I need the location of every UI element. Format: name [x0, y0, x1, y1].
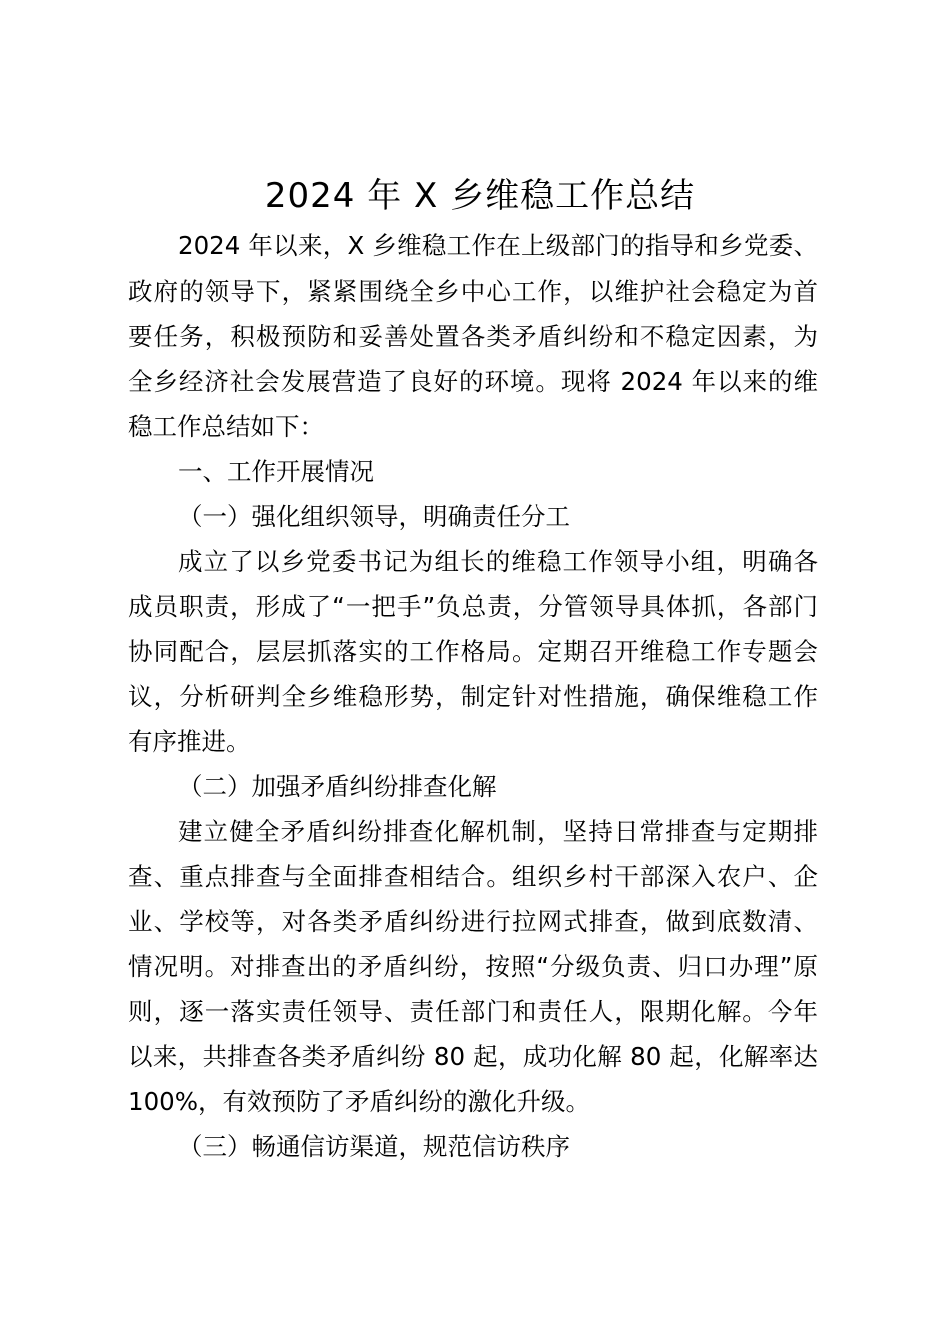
paragraph-line: 议，分析研判全乡维稳形势，制定针对性措施，确保维稳工作	[128, 682, 818, 711]
paragraph-line: 2024 年以来，X 乡维稳工作在上级部门的指导和乡党委、	[178, 231, 818, 260]
subsection-heading: （三）畅通信访渠道，规范信访秩序	[178, 1132, 570, 1161]
paragraph-line: 稳工作总结如下：	[128, 412, 324, 441]
section-heading: 一、工作开展情况	[178, 457, 374, 486]
paragraph-line: 有序推进。	[128, 727, 251, 756]
paragraph-line: 全乡经济社会发展营造了良好的环境。现将 2024 年以来的维	[128, 367, 818, 396]
document-title: 2024 年 X 乡维稳工作总结	[264, 176, 696, 216]
paragraph-line: 成立了以乡党委书记为组长的维稳工作领导小组，明确各	[178, 547, 818, 576]
subsection-heading: （二）加强矛盾纠纷排查化解	[178, 772, 497, 801]
paragraph-line: 建立健全矛盾纠纷排查化解机制，坚持日常排查与定期排	[178, 817, 818, 846]
paragraph-line: 则，逐一落实责任领导、责任部门和责任人，限期化解。今年	[128, 997, 818, 1026]
paragraph-line: 政府的领导下，紧紧围绕全乡中心工作，以维护社会稳定为首	[128, 277, 818, 306]
paragraph-line: 协同配合，层层抓落实的工作格局。定期召开维稳工作专题会	[128, 637, 818, 666]
paragraph-line: 100%，有效预防了矛盾纠纷的激化升级。	[128, 1087, 591, 1116]
paragraph-line: 业、学校等，对各类矛盾纠纷进行拉网式排查，做到底数清、	[128, 907, 818, 936]
subsection-heading: （一）强化组织领导，明确责任分工	[178, 502, 570, 531]
paragraph-line: 成员职责，形成了“一把手”负总责，分管领导具体抓，各部门	[128, 592, 818, 621]
paragraph-line: 以来，共排查各类矛盾纠纷 80 起，成功化解 80 起，化解率达	[128, 1042, 818, 1071]
paragraph-line: 要任务，积极预防和妥善处置各类矛盾纠纷和不稳定因素，为	[128, 322, 818, 351]
paragraph-line: 情况明。对排查出的矛盾纠纷，按照“分级负责、归口办理”原	[128, 952, 818, 981]
paragraph-line: 查、重点排查与全面排查相结合。组织乡村干部深入农户、企	[128, 862, 818, 891]
